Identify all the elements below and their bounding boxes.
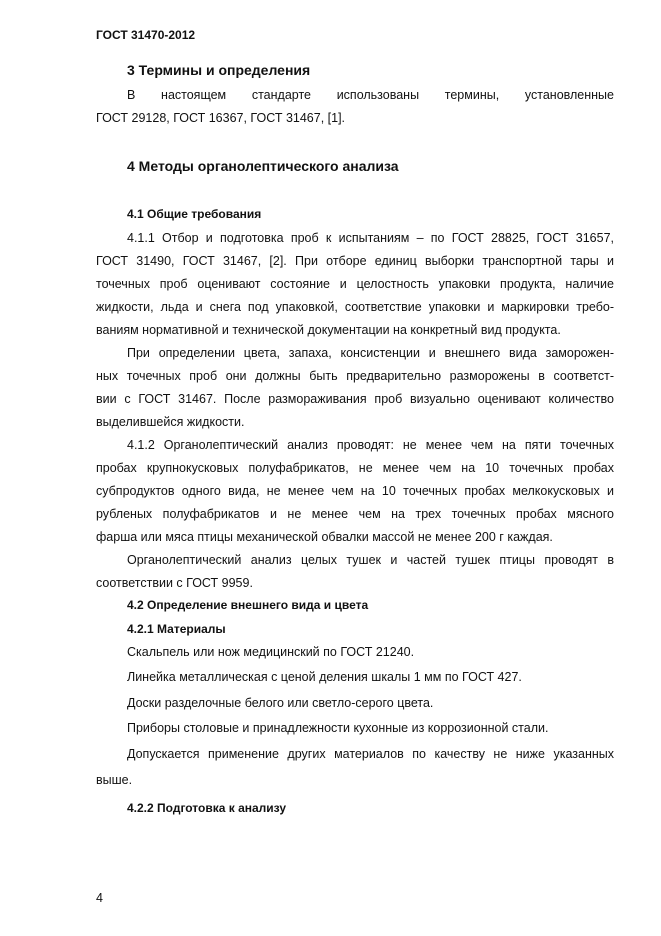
material-item: Доски разделочные белого или светло-серого цвета. [127,696,434,710]
section-4-1-title: 4.1 Общие требования [127,207,262,221]
section-3-text [96,84,614,130]
section-4-2-1-title: 4.2.1 Материалы [127,622,226,636]
paragraph-whole-carcasses [96,549,614,595]
paragraph-thawing [96,342,614,434]
text-line: пробах крупнокусковых полуфабрикатов, не менее чем на 10 точечных пробах [96,461,614,475]
material-item: Линейка металлическая с ценой деления шкалы 1 мм по ГОСТ 427. [127,670,522,684]
section-3-title: 3 Термины и определения [127,62,311,78]
paragraph-4-1-2 [96,434,614,549]
material-item: Приборы столовые и принадлежности кухонные из коррозионной стали. [127,721,549,735]
text-line: соответствии с ГОСТ 9959. [96,576,253,590]
text-line: Органолептический анализ целых тушек и частей тушек птицы проводят в [127,553,614,567]
text-line: ваниям нормативной и технической документации на конкретный вид продукта. [96,323,561,337]
text-line: рубленых полуфабрикатов и не менее чем на трех точечных пробах мясного [96,507,614,521]
text-line: ГОСТ 29128, ГОСТ 16367, ГОСТ 31467, [1]. [96,111,346,125]
text-line: выделившейся жидкости. [96,415,245,429]
text-line: ных точечных проб они должны быть предварительно разморожены в соответст- [96,369,614,383]
text-line: ГОСТ 31490, ГОСТ 31467, [2]. При отборе единиц выборки транспортной тары и [96,254,614,268]
text-line: В настоящем стандарте использованы термины, установленные [127,88,614,102]
text-line: 4.1.1 Отбор и подготовка проб к испытаниям – по ГОСТ 28825, ГОСТ 31657, [127,231,614,245]
section-4-title: 4 Методы органолептического анализа [127,158,399,174]
paragraph-alternative-materials [96,743,614,792]
text-line: При определении цвета, запаха, консистенции и внешнего вида заморожен- [127,346,614,360]
material-item: Скальпель или нож медицинский по ГОСТ 21240. [127,645,415,659]
section-4-2-2-title: 4.2.2 Подготовка к анализу [127,801,287,815]
text-line: фарша или мяса птицы механической обвалки массой не менее 200 г каждая. [96,530,553,544]
text-line: Допускается применение других материалов по качеству не ниже указанных [127,747,614,761]
page-number: 4 [96,891,103,905]
section-4-2-title: 4.2 Определение внешнего вида и цвета [127,598,369,612]
running-header: ГОСТ 31470-2012 [96,28,196,42]
text-line: выше. [96,773,133,787]
text-line: вии с ГОСТ 31467. После размораживания проб визуально оценивают количество [96,392,614,406]
text-line: жидкости, льда и снега под упаковкой, соответствие упаковки и маркировки требо- [96,300,614,314]
text-line: 4.1.2 Органолептический анализ проводят: не менее чем на пяти точечных [127,438,614,452]
text-line: субпродуктов одного вида, не менее чем на 10 точечных пробах мелкокусковых и [96,484,614,498]
paragraph-4-1-1 [96,227,614,342]
text-line: точечных проб оценивают состояние и целостность упаковки продукта, наличие [96,277,614,291]
